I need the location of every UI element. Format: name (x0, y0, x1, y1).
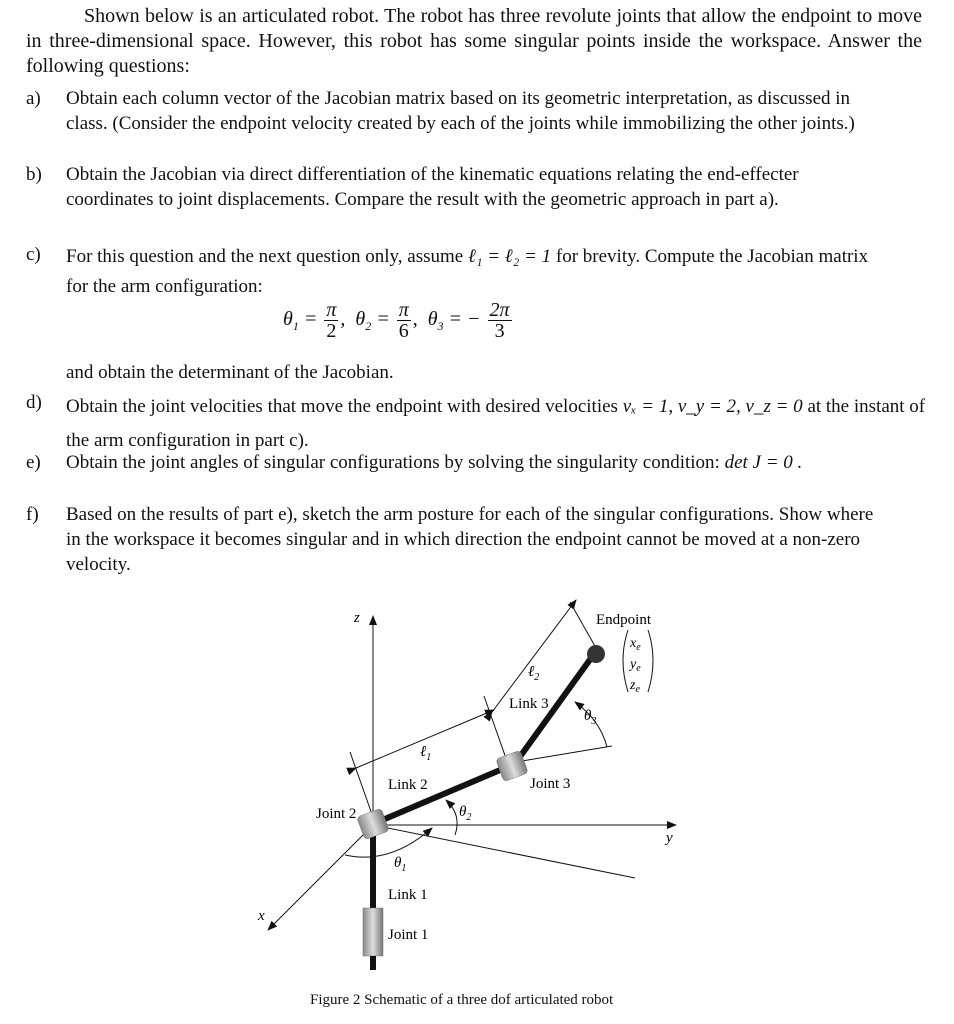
link2-label: Link 2 (388, 777, 428, 793)
joint2-cylinder (357, 808, 390, 839)
robot-figure (0, 590, 954, 1020)
endpoint-marker (587, 645, 605, 663)
theta1-label: $\theta_1$ (394, 855, 407, 874)
configuration-equation: $\theta_1$ = $\frac{\pi}{2}$ , $\theta_2$ = $\frac{\pi}{6}$ , $\theta_3$ = − $\frac{2\pi}{3}$ (283, 299, 510, 342)
question-text: For this question and the next question only, assume ℓ₁ = ℓ₂ = 1 for brevity. Compute the Jacobian matrix for the arm configuration: (66, 246, 869, 297)
svg-text:xe: $x_e$ (630, 636, 641, 653)
theta2-arc (446, 800, 457, 835)
question-text: Obtain the Jacobian via direct differentiation of the kinematic equations relating the end-effecter coordinates to joint displacements. Compare the result with the geometric approach in part a). (66, 164, 799, 210)
question-label: a) (26, 88, 41, 109)
figure-caption: Figure 2 Schematic of a three dof articulated robot (310, 992, 614, 1008)
question-label: b) (26, 164, 42, 185)
joint2-label: Joint 2 (316, 806, 357, 822)
link1-label: Link 1 (388, 887, 428, 903)
theta3-label: $\theta_3$ (584, 708, 597, 727)
velocity-math: vₓ = 1, v_y = 2, v_z = 0 (622, 396, 803, 417)
question-text: Obtain each column vector of the Jacobian matrix based on its geometric interpretation, as discussed in class. (Consider the endpoint velocity created by each of the joints while immobilizing the other joints.) (66, 88, 855, 134)
z-axis-label: z (354, 610, 360, 626)
question-label: f) (26, 504, 39, 525)
x-axis (268, 825, 373, 930)
question-text: Obtain the joint angles of singular configurations by solving the singularity condition: det J = 0 . (66, 452, 803, 473)
link3-label: Link 3 (509, 696, 549, 712)
x-axis-label: x (258, 908, 265, 924)
l2-label: ℓ$_2$ (528, 664, 540, 683)
question-text: Obtain the joint velocities that move the endpoint with desired velocities vₓ = 1, v_y = 2, v_z = 0 at the instant of the arm configuration in part c). (66, 396, 926, 451)
l1-label: ℓ$_1$ (420, 744, 432, 763)
y-axis-label: y (666, 830, 673, 846)
reference-line (373, 825, 635, 878)
svg-text:ye: $y_e$ (630, 657, 641, 674)
joint1-label: Joint 1 (388, 927, 429, 943)
theta2-label: $\theta_2$ (459, 804, 472, 823)
endpoint-vector (623, 630, 653, 695)
link2-bar (373, 765, 512, 824)
theta1-arc (345, 828, 432, 857)
question-text: Based on the results of part e), sketch the arm posture for each of the singular configurations. Show where in the workspace it becomes singular and in which direction the endpoint cannot be moved at a non-zero velocity. (66, 504, 874, 575)
endpoint-label: Endpoint (596, 612, 651, 628)
question-label: c) (26, 244, 41, 265)
link3-extension (516, 746, 612, 762)
singularity-math: det J = 0 . (724, 452, 803, 473)
svg-text:ze: $z_e$ (630, 678, 640, 695)
dim-ext-3 (570, 602, 596, 648)
joint3-label: Joint 3 (530, 776, 571, 792)
joint1-cylinder (363, 908, 383, 956)
question-label: e) (26, 452, 41, 473)
question-label: d) (26, 392, 42, 413)
problem-intro: Shown below is an articulated robot. The robot has three revolute joints that allow the endpoint to move in three-dimensional space. However, this robot has some singular points inside the workspace. Answer the following questions: (26, 5, 922, 77)
assumption-math: ℓ₁ = ℓ₂ = 1 (467, 246, 552, 267)
problem-page: Shown below is an articulated robot. The robot has three revolute joints that allow the endpoint to move in three-dimensional space. However, this robot has some singular points inside the workspace. Answer the following questions: a) Obtain each column vector of the Jacobian matrix based on its geometric interpretation, as discussed in class. (Consider the endpoint velocity created by each of the joints while immobilizing the other joints.) b) Obtain the Jacobian via direct differentiation of the kinematic equations relating the end-effecter coordinates to joint displacements. Compare the result with the geometric approach in part a). c) For this question and the next question only, assume ℓ₁ = ℓ₂ = 1 for brevity. Compute the Jacobian matrix for the arm configuration: $\theta_1$ = $\frac{\pi}{2}$ , $\theta_2$ = $\frac{\pi}{6}$ , $\theta_3$ = − $\frac{2\pi}{3}$ and obtain the determinant of the Jacobian. d) Obtain the joint velocities that move the endpoint with desired velocities vₓ = 1, v_y = 2, v_z = 0 at the instant of the arm configuration in part c). e) Obtain the joint angles of singular configurations by solving the singularity condition: det J = 0 . f) Based on the results of part e), sketch the arm posture for each of the singular configurations. Show where in the workspace it becomes singular and in which direction the endpoint cannot be moved at a non-zero velocity. z y x Endpoint $x_e$ $y_e$ $z_e$ ℓ$_1$ ℓ$_2$ Link 1 Link 2 Link 3 Joint 1 Joint 2 Joint 3 $\theta_1$ $\theta_2$ $\theta_3$ Figure 2 Schematic of a three dof articulated robot (0, 0, 954, 1024)
